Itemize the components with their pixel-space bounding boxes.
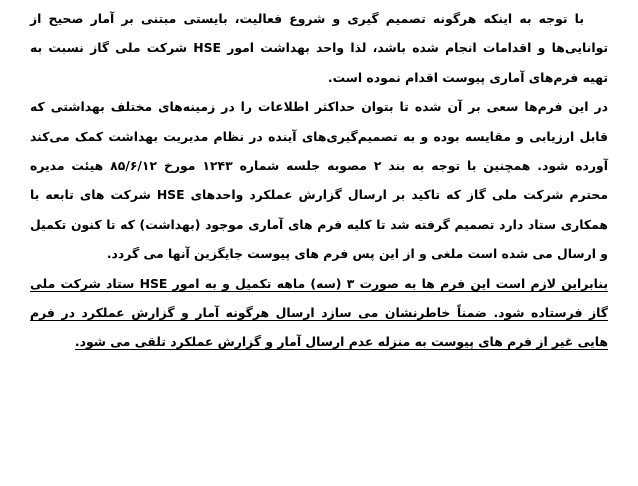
paragraph-forms-description: در این فرم‌ها سعی بر آن شده تا بتوان حداکثر اطلاعات را در زمینه‌های مختلف بهداشتی که قابل ارزیابی و مقایسه بوده و به تصمیم‌گیری‌های آینده در نظام مدیریت بهداشت کمک می‌کند آورده شود. همچنین با توجه به بند ۲ مصوبه جلسه شماره ۱۲۴۳ مورخ ۸۵/۶/۱۲ هیئت مدیره محترم شرکت ملی گاز که تاکید بر ارسال گزارش عملکرد واحدهای HSE شرکت های تابعه با همکاری ستاد دارد تصمیم گرفته شد تا کلیه فرم های آماری موجود (بهداشت) که تا کنون تکمیل و ارسال می شده است ملغی و از این پس فرم های پیوست جایگزین آنها می گردد. — [30, 99, 608, 262]
document-body — [30, 4, 608, 357]
paragraph-intro: با توجه به اینکه هرگونه تصمیم گیری و شروع فعالیت، بایستی مبتنی بر آمار صحیح از توانایی‌ها و اقدامات انجام شده باشد، لذا واحد بهداشت امور HSE شرکت ملی گاز نسبت به تهیه فرم‌های آماری پیوست اقدام نموده است. — [30, 11, 608, 85]
paragraph-submission-instructions: بنابراین لازم است این فرم ها به صورت ۳ (سه) ماهه تکمیل و به امور HSE ستاد شرکت ملی گاز فرستاده شود. ضمناً خاطرنشان می سازد ارسال هرگونه آمار و گزارش عملکرد در فرم هایی غیر از فرم های پیوست به منزله عدم ارسال آمار و گزارش عملکرد تلقی می شود. — [30, 275, 608, 350]
